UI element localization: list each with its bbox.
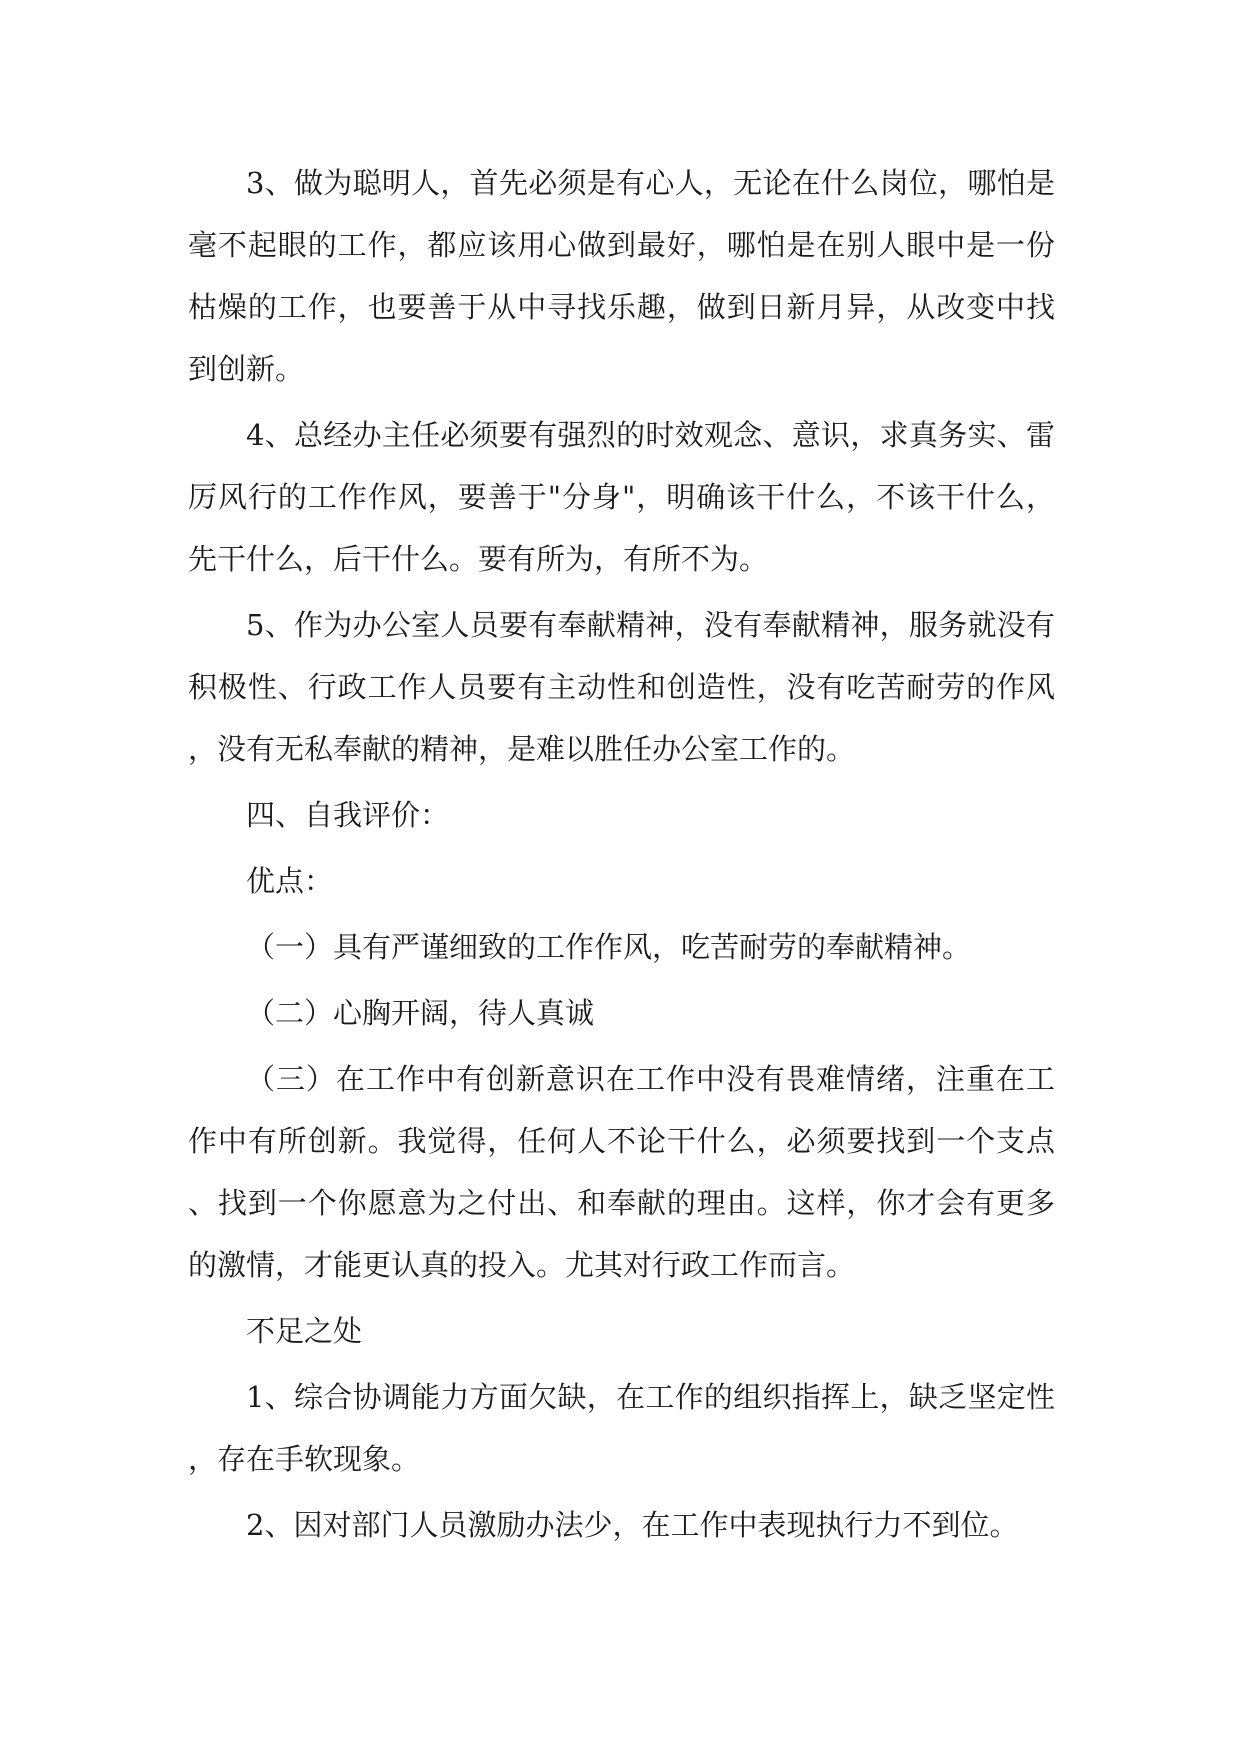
paragraph-item-5: 5、作为办公室人员要有奉献精神，没有奉献精神，服务就没有积极性、行政工作人员要有主动性和创造性，没有吃苦耐劳的作风，没有无私奉献的精神，是难以胜任办公室工作的。 [188,608,1055,766]
paragraph-item-3: 3、做为聪明人，首先必须是有心人，无论在什么岗位，哪怕是毫不起眼的工作，都应该用心做到最好，哪怕是在别人眼中是一份枯燥的工作，也要善于从中寻找乐趣，做到日新月异，从改变中找到创新。 [188,166,1055,386]
strengths-heading: 优点： [246,864,334,898]
strength-item-1: （一）具有严谨细致的工作作风，吃苦耐劳的奉献精神。 [246,930,972,964]
strength-item-3: （三）在工作中有创新意识在工作中没有畏难情绪，注重在工作中有所创新。我觉得，任何人不论干什么，必须要找到一个支点、找到一个你愿意为之付出、和奉献的理由。这样，你才会有更多的激情，才能更认真的投入。尤其对行政工作而言。 [188,1062,1055,1282]
document-body [188,152,1055,1556]
strength-item-2: （二）心胸开阔，待人真诚 [246,996,595,1030]
weakness-item-2: 2、因对部门人员激励办法少，在工作中表现执行力不到位。 [246,1508,1019,1542]
paragraph-item-4: 4、总经办主任必须要有强烈的时效观念、意识，求真务实、雷厉风行的工作作风，要善于"分身"，明确该干什么，不该干什么，先干什么，后干什么。要有所为，有所不为。 [188,418,1055,576]
section-heading-self-evaluation: 四、自我评价： [246,798,450,832]
weakness-item-1: 1、综合协调能力方面欠缺，在工作的组织指挥上，缺乏坚定性，存在手软现象。 [188,1380,1055,1476]
weaknesses-heading: 不足之处 [246,1314,363,1348]
